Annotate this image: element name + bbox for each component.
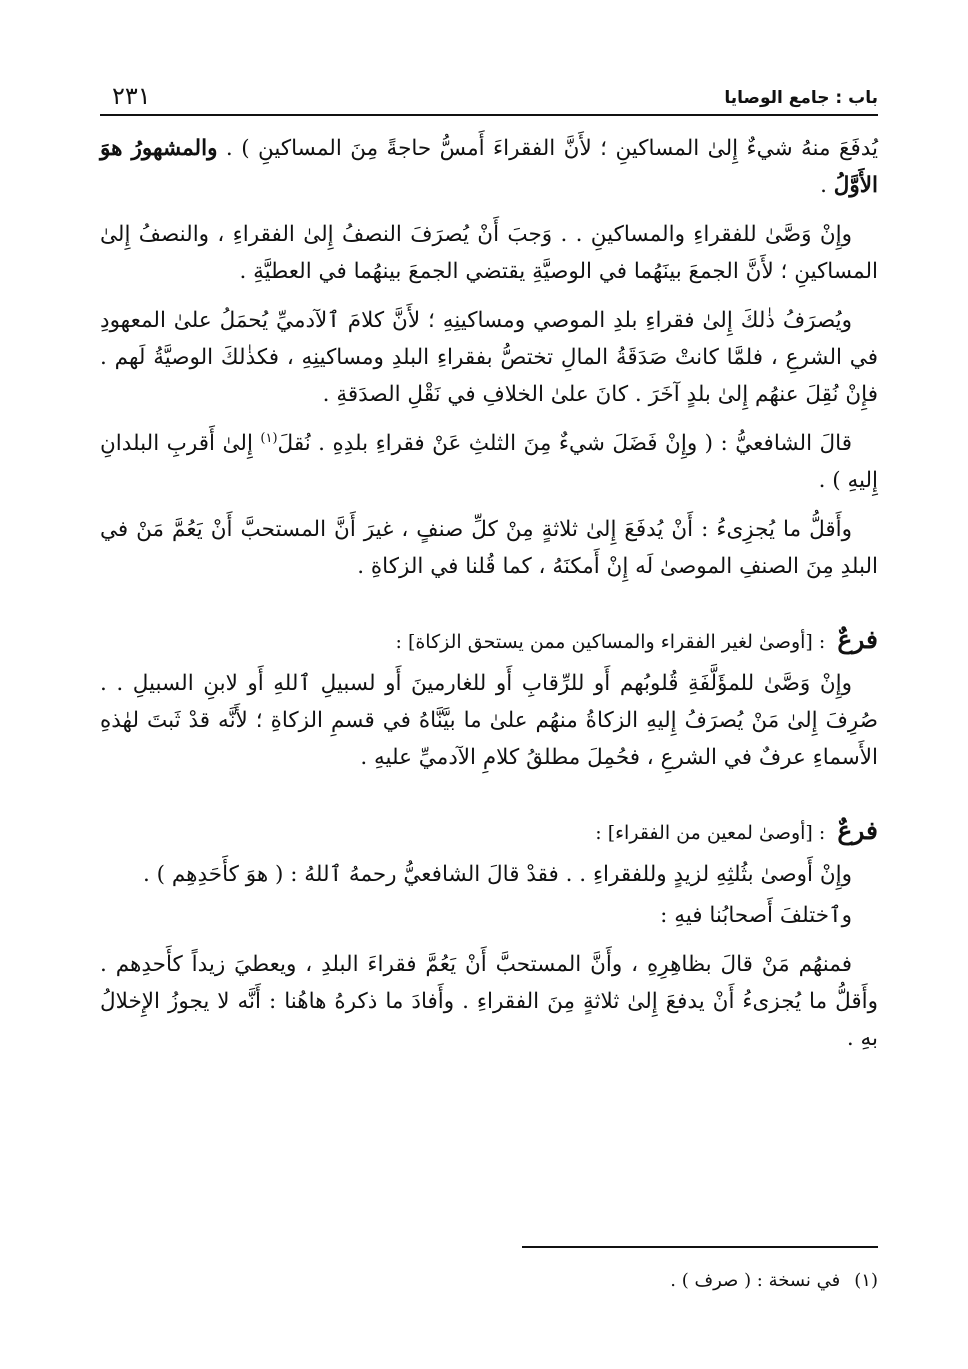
- branch-label-1: فرعٌ: [837, 625, 878, 654]
- footnote: [670, 1270, 878, 1291]
- footnote-ref: (١): [260, 430, 278, 446]
- paragraph-1-bold: والمشهورُ هوَ الأَوَّلُ: [100, 136, 878, 198]
- paragraph-1-text: يُدفَعَ منهُ شيءٌ إِلىٰ المساكينِ ؛ لأَنَّ الفقراءَ أَمسُّ حاجةً مِنَ المساكينِ ) .: [217, 136, 878, 161]
- branch-title-2: : [أوصىٰ لمعين من الفقراء] :: [595, 822, 832, 844]
- page-header: [100, 80, 878, 116]
- footnote-divider: [522, 1246, 878, 1248]
- paragraph-8: وٱختلفَ أَصحابُنا فيهِ :: [660, 903, 852, 928]
- paragraph-9: فمنهُم مَنْ قالَ بظاهِرِهِ ، وأَنَّ المستحبَّ أَنْ يَعُمَّ فقراءَ البلدِ ، ويعطيَ زيداً كأَحدِهم . وأَقلُّ ما يُجزىءُ أَنْ يدفعَ إِلىٰ ثلاثةٍ مِنَ الفقراءِ . وأَفادَ ما ذكرهُ هاهُنا : أَنَّه لا يجوزُ الإِخلالُ بهِ .: [100, 952, 878, 1051]
- page-number: ٢٣١: [112, 82, 151, 110]
- branch-label-2: فرعٌ: [837, 816, 878, 845]
- spacer: [100, 597, 878, 621]
- paragraph-7: وإِنْ أَوصىٰ بثُلثِهِ لزيدٍ وللفقراءِ . . فقدْ قالَ الشافعيُّ رحمهُ ٱللهُ : ( هوَ كأَحَدِهِم ) .: [142, 862, 852, 887]
- page-body: [100, 130, 878, 1069]
- footnote-number: (١): [854, 1270, 878, 1291]
- running-head: باب : جامع الوصايا: [724, 88, 878, 108]
- paragraph-1: [100, 130, 878, 204]
- branch-title-1: : [أوصىٰ لغير الفقراء والمساكين ممن يستحق الزكاة] :: [395, 631, 832, 653]
- paragraph-3: ويُصرَفُ ذٰلكَ إِلىٰ فقراءِ بلدِ الموصي ومساكينِهِ ؛ لأَنَّ كلامَ ٱلآدميِّ يُحمَلُ علىٰ المعهودِ في الشرعِ ، فلمَّا كانتْ صَدَقَةُ المالِ تختصُّ بفقراءِ البلدِ ومساكينِهِ ، فكذٰلكَ الوصيَّةُ لَهم . فإِنْ نُقِلَ عنهُم إِلىٰ بلدٍ آخَرَ . كانَ علىٰ الخلافِ في نَقْلِ الصدَقةِ .: [100, 308, 878, 407]
- paragraph-4-text-a: قالَ الشافعيُّ : ( وإِنْ فَضَلَ شيءٌ مِنَ الثلثِ عَنْ فقراءِ بلدِهِ . نُقلَ: [277, 431, 852, 456]
- paragraph-2: وإِنْ وَصَّىٰ للفقراءِ والمساكينِ . . وَجبَ أَنْ يُصرَفَ النصفُ إِلىٰ الفقراءِ ، والنصفُ إِلىٰ المساكينِ ؛ لأَنَّ الجمعَ بينَهُما في الوصيَّةِ يقتضي الجمعَ بينهُما في العطيَّةِ .: [100, 222, 878, 284]
- branch-heading-2: [100, 812, 878, 852]
- paragraph-4: [100, 425, 878, 499]
- paragraph-6: وإِنْ وَصَّىٰ للمؤَلَّفَةِ قُلوبُهم أَو للرِّقابِ أَو للغارمينَ أَو لسبيلِ ٱللهِ أَو لابنِ السبيلِ . . صُرِفَ إِلىٰ مَنْ يُصرَفُ إِليهِ الزكاةُ منهُم علىٰ ما بيَّنَّاهُ في قسمِ الزكاةِ ؛ لأَنَّه قدْ ثَبتَ لهٰذهِ الأَسماءِ عرفٌ في الشرعِ ، فحُمِلَ مطلقُ كلامِ الآدميِّ عليهِ .: [100, 671, 878, 770]
- footnote-text: في نسخة : ( صرف ) .: [670, 1270, 841, 1291]
- book-page: [100, 70, 878, 1350]
- branch-heading-1: [100, 621, 878, 661]
- paragraph-1-end: .: [820, 173, 834, 198]
- paragraph-5: وأَقلُّ ما يُجزِىءُ : أَنْ يُدفَعَ إِلىٰ ثلاثةٍ مِنْ كلِّ صنفٍ ، غيرَ أَنَّ المستحبَّ أَنْ يَعُمَّ مَنْ في البلدِ مِنَ الصنفِ الموصىٰ لَه إِنْ أَمكنَهُ ، كما قُلنا في الزكاةِ .: [100, 517, 878, 579]
- paragraph-4-text-b: إِلىٰ أَقربِ البلدانِ إِليهِ ) .: [100, 431, 878, 493]
- spacer: [100, 788, 878, 812]
